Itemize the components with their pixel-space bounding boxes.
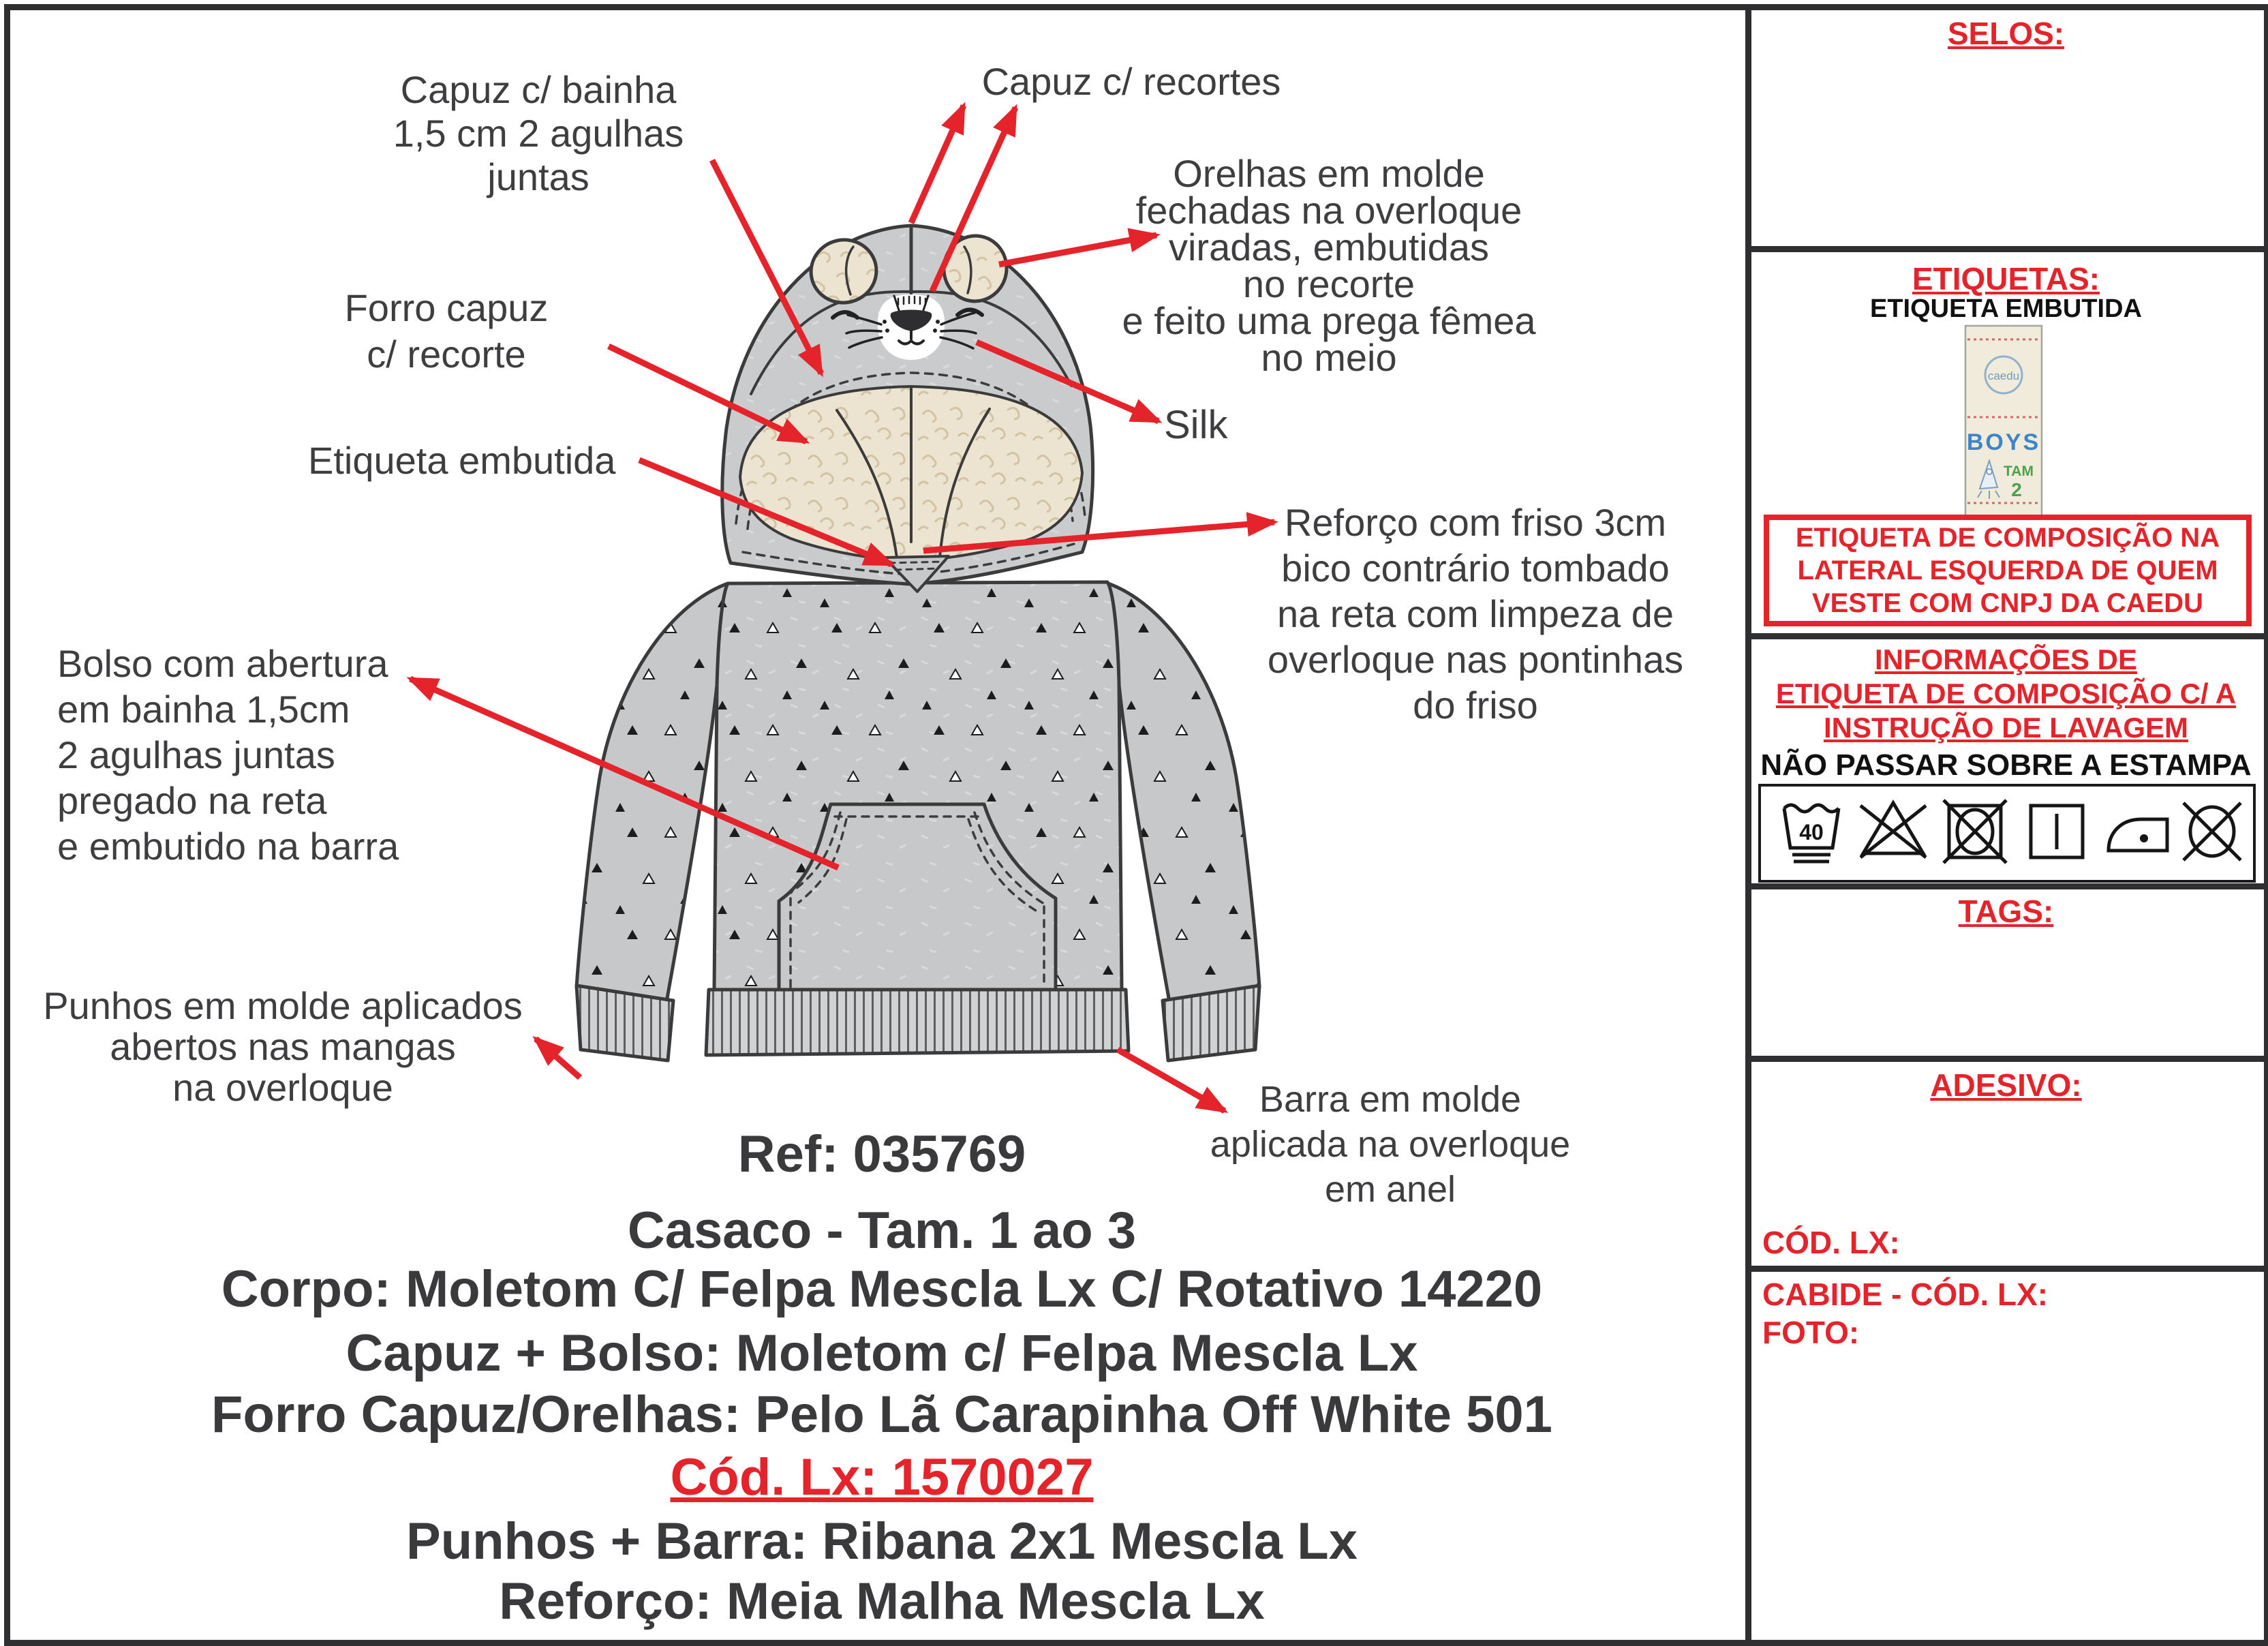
footer-line: Capuz + Bolso: Moletom c/ Felpa Mescla Lx <box>346 1324 1418 1382</box>
annotation-line: Bolso com abertura <box>57 642 388 685</box>
cabide-cod-lx-label: CABIDE - CÓD. LX: <box>1762 1277 2049 1312</box>
tags-title: TAGS: <box>1958 894 2054 929</box>
ref-number: Ref: 035769 <box>737 1125 1026 1183</box>
selos-title: SELOS: <box>1947 16 2065 51</box>
tag-size-value: 2 <box>2011 479 2022 500</box>
foto-label: FOTO: <box>1762 1315 1860 1350</box>
etiqueta-embutida-subtitle: ETIQUETA EMBUTIDA <box>1870 294 2142 323</box>
tag-boys-text: BOYS <box>1966 429 2041 455</box>
cod-lx-value: Cód. Lx: 1570027 <box>670 1448 1094 1506</box>
notice-line: ETIQUETA DE COMPOSIÇÃO NA <box>1795 523 2220 553</box>
adesivo-title: ADESIVO: <box>1930 1067 2082 1103</box>
annotation-line: fechadas na overloque <box>1135 189 1522 232</box>
notice-line: LATERAL ESQUERDA DE QUEM <box>1797 555 2218 585</box>
annotation-line: e feito uma prega fêmea <box>1122 299 1536 342</box>
caedu-brand-text: caedu <box>1987 369 2020 382</box>
annotation-line: e embutido na barra <box>57 825 399 868</box>
footer-line: Reforço: Meia Malha Mescla Lx <box>499 1572 1265 1630</box>
annotation-line: aplicada na overloque <box>1210 1124 1571 1165</box>
annotation-line: no meio <box>1261 336 1397 379</box>
no-iron-print-warning: NÃO PASSAR SOBRE A ESTAMPA <box>1760 748 2252 782</box>
annotation-line: overloque nas pontinhas <box>1267 638 1684 681</box>
annotation-line: Capuz c/ recortes <box>981 60 1281 103</box>
annotation-line: Etiqueta embutida <box>308 439 616 482</box>
annotation-line: bico contrário tombado <box>1281 547 1670 590</box>
annotation-line: Reforço com friso 3cm <box>1284 501 1667 544</box>
cod-lx-label: CÓD. LX: <box>1762 1225 1900 1260</box>
annotation-line: no recorte <box>1242 262 1415 305</box>
informacoes-title-line: ETIQUETA DE COMPOSIÇÃO C/ A <box>1775 677 2237 710</box>
informacoes-title-line: INFORMAÇÕES DE <box>1874 643 2137 675</box>
annotation-line: Forro capuz <box>344 286 549 329</box>
etiquetas-title: ETIQUETAS: <box>1912 261 2100 296</box>
tag-tam-label: TAM <box>2004 463 2034 479</box>
annotation-line: Capuz c/ bainha <box>400 68 677 111</box>
page-border <box>4 4 2268 1646</box>
annotation-line: em anel <box>1324 1169 1456 1210</box>
annotation-line: do friso <box>1413 684 1538 727</box>
annotation-line: 1,5 cm 2 agulhas <box>393 112 684 155</box>
annotation-line: Barra em molde <box>1259 1079 1522 1120</box>
annotation-line: 2 agulhas juntas <box>57 733 335 776</box>
sidebar-divider <box>1745 4 1751 1640</box>
annotation-line: em bainha 1,5cm <box>57 688 350 731</box>
notice-line: VESTE COM CNPJ DA CAEDU <box>1811 588 2204 618</box>
annotation-line: na overloque <box>172 1066 393 1109</box>
informacoes-title-line: INSTRUÇÃO DE LAVAGEM <box>1823 712 2189 744</box>
annotation-line: na reta com limpeza de <box>1276 592 1674 635</box>
annotation-line: abertos nas mangas <box>110 1025 456 1068</box>
annotation-line: c/ recorte <box>367 333 526 376</box>
annotation-line: Orelhas em molde <box>1173 152 1485 195</box>
footer-line: Punhos + Barra: Ribana 2x1 Mescla Lx <box>406 1512 1358 1570</box>
annotation-line: Punhos em molde aplicados <box>43 984 523 1027</box>
annotation-line: juntas <box>487 155 589 198</box>
annotation-line: Silk <box>1164 403 1228 447</box>
footer-line: Corpo: Moletom C/ Felpa Mescla Lx C/ Rotativo 14220 <box>221 1260 1543 1318</box>
annotation-line: viradas, embutidas <box>1168 226 1489 269</box>
footer-line: Casaco - Tam. 1 ao 3 <box>627 1202 1137 1260</box>
annotation-line: pregado na reta <box>57 779 327 822</box>
svg-text:40: 40 <box>1799 820 1824 844</box>
footer-line: Forro Capuz/Orelhas: Pelo Lã Carapinha Off White 501 <box>211 1386 1552 1444</box>
